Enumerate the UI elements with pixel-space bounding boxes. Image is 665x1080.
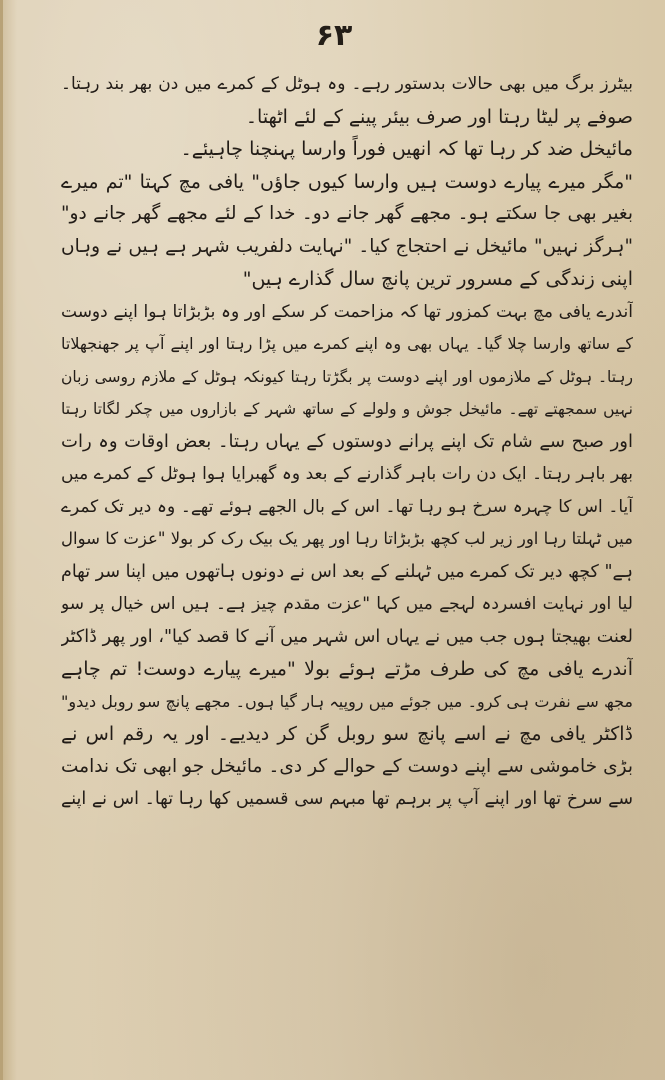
text-line: اپنی زندگی کے مسرور ترین پانچ سال گذارے ہیں" [242, 268, 633, 290]
text-line: لعنت بھیجتا ہوں جب میں نے یہاں اس شہر میں آنے کا قصد کیا"، اور پھر ڈاکٹر [61, 626, 633, 647]
text-line: بغیر بھی جا سکتے ہو۔ مجھے گھر جانے دو۔ خدا کے لئے مجھے گھر جانے دو" [61, 203, 633, 224]
text-line: ڈاکٹر یافی مچ نے اسے پانچ سو روبل گن کر دیدیے۔ اور یہ رقم اس نے [61, 723, 633, 745]
text-line: لیا اور نہایت افسردہ لہجے میں کہا "عزت مقدم چیز ہے۔ ہیں اس خیال پر سو [61, 594, 633, 614]
text-line: "مگر میرے پیارے دوست ہیں وارسا کیوں جاؤں" یافی مچ کہتا "تم میرے [61, 170, 633, 193]
text-line: بھر باہر رہتا۔ ایک دن رات باہر گذارنے کے بعد وہ گھبرایا ہوا ہوٹل کے کمرے میں [61, 464, 633, 484]
text-line: صوفے پر لیٹا رہتا اور صرف بیئر پینے کے لئے اٹھتا۔ [245, 105, 633, 128]
body-text [61, 68, 633, 1068]
text-line: آندرے یافی مچ بہت کمزور تھا کہ مزاحمت کر سکے اور وہ بڑبڑاتا ہوا اپنے دوست [61, 301, 633, 322]
text-line: میں ٹہلتا رہا اور زیر لب کچھ بڑبڑاتا رہا اور پھر یک بیک رک کر بولا "عزت کا سوال [61, 529, 633, 548]
text-line: ہے" کچھ دیر تک کمرے میں ٹہلنے کے بعد اس نے دونوں ہاتھوں میں اپنا سر تھام [61, 561, 633, 582]
text-line: مائیخل ضد کر رہا تھا کہ انھیں فوراً وارسا پہنچنا چاہیئے۔ [180, 138, 633, 160]
text-line: آندرے یافی مچ کی طرف مڑتے ہوئے بولا "میرے پیارے دوست! تم چاہے [61, 658, 633, 680]
page-number: ۶۳ [315, 18, 353, 53]
text-line: آیا۔ اس کا چہرہ سرخ ہو رہا تھا۔ اس کے بال الجھے ہوئے تھے۔ وہ دیر تک کمرے [61, 496, 633, 517]
text-line: مجھ سے نفرت ہی کرو۔ میں جوئے میں روپیہ ہار گیا ہوں۔ مجھے پانچ سو روبل دیدو" [61, 691, 633, 711]
text-line: "ہرگز نہیں" مائیخل نے احتجاج کیا۔ "نہایت دلفریب شہر ہے ہیں نے وہاں [61, 235, 633, 257]
text-line: رہتا۔ ہوٹل کے ملازموں اور اپنے دوست پر بگڑتا رہتا کیونکہ ہوٹل کے ملازم روسی زبان [61, 367, 633, 386]
text-line: اور صبح سے شام تک اپنے پرانے دوستوں کے یہاں رہتا۔ بعض اوقات وہ رات [61, 430, 633, 452]
text-line: بڑی خاموشی سے اپنے دوست کے حوالے کر دی۔ مائیخل جو ابھی تک ندامت [61, 755, 633, 777]
text-line: سے سرخ تھا اور اپنے آپ پر برہم تھا مبہم سی قسمیں کھا رہا تھا۔ اس نے اپنے [61, 789, 633, 809]
text-line: بیٹرز برگ میں بھی حالات بدستور رہے۔ وہ ہوٹل کے کمرے میں دن بھر بند رہتا۔ [61, 74, 633, 94]
text-line: نہیں سمجھتے تھے۔ مائیخل جوش و ولولے کے ساتھ شہر کے بازاروں میں چکر لگاتا رہتا [61, 400, 633, 418]
text-line: کے ساتھ وارسا چلا گیا۔ یہاں بھی وہ اپنے کمرے میں پڑا رہتا اور اپنے آپ پر جھنجھلاتا [61, 334, 633, 353]
